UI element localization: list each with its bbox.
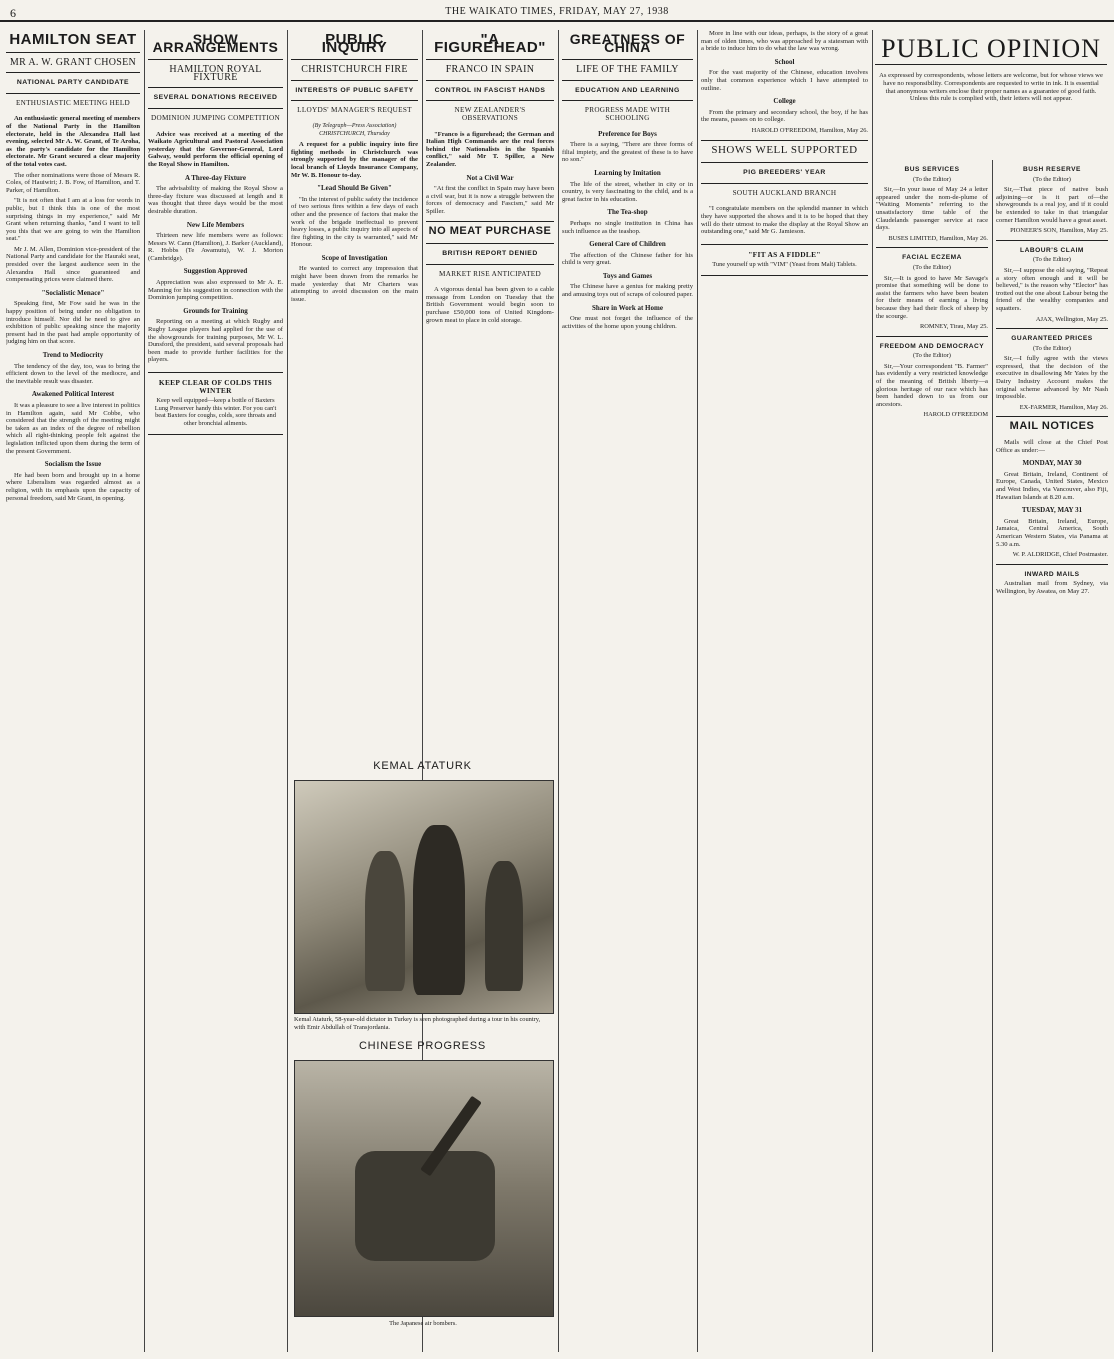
- letter-body: Sir,—I suppose the old saying, "Repeat a story often enough and it will be believed," is the reason why "Elector" has trotted out the one about Labour being the friend of the wealthy companies and squatters.: [996, 266, 1108, 312]
- article-paragraph: Mr J. M. Allen, Dominion vice-president of the National Party and candidate for the Hauraki seat, presided over the largest audience seen in the Alexandra Hall since guaranteed and compensating prices were claimed there.: [6, 245, 140, 284]
- letter-signature: EX-FARMER, Hamilton, May 26.: [1019, 403, 1108, 411]
- masthead: [0, 0, 1114, 26]
- letter-signature: W. P. ALDRIDGE, Chief Postmaster.: [1012, 551, 1108, 559]
- section-rule: [426, 221, 554, 222]
- article-paragraph: The other nominations were those of Messrs R. Coles, of Hauiwiri; J. B. Fow, of Hamilton, and T. Parker, of Hamilton.: [6, 171, 140, 194]
- article-subhead: Preference for Boys: [598, 129, 657, 138]
- article-subhead: School: [774, 57, 795, 66]
- article-headline: MAIL NOTICES: [1009, 420, 1095, 433]
- column-divider: [697, 30, 698, 1352]
- article-paragraph: Mails will close at the Chief Post Office as under:—: [996, 439, 1108, 454]
- article-subhead: New Life Members: [186, 220, 245, 229]
- article-lead: A request for a public inquiry into fire fighting methods in Christchurch was strongly supported by the manager of the local branch of Lloyds Insurance Company, Mr W. B. Honour to-day.: [291, 141, 418, 179]
- article-paragraph: Great Britain, Ireland, Europe, Jamaica, Central America, South American Western States, via Panama at 5.30 a.m.: [996, 517, 1108, 548]
- letter-body: Sir,—Your correspondent "B. Farmer" has evidently a very restricted knowledge of the meaning of British liberty—a glorious heritage of our race which has been handed down to us from our ancestors.: [876, 362, 988, 408]
- article-paragraph: "At first the conflict in Spain may have been a civil war, but it is now a struggle between the forces of democracy and Fascism," said Mr Spiller.: [426, 185, 554, 215]
- column-divider: [144, 30, 145, 1352]
- letter-body: Sir,—In your issue of May 24 a letter appeared under the nom-de-plume of "Waiting Moments" referring to the unsatisfactory time table of the Claudelands passenger service at race days.: [876, 186, 988, 232]
- article-subhead: Socialism the Issue: [44, 460, 102, 469]
- column-public-inquiry: [291, 30, 418, 750]
- article-paragraph: "In the interest of public safety the incidence of two serious fires within a few days of each other and the presence of factors that make the work of the brigade ineffectual to prevent heavy losses, a public inquiry into all aspects of fire fighting in the city is warranted," said Mr Honour.: [291, 195, 418, 249]
- letter-title: INWARD MAILS: [1024, 570, 1080, 578]
- section-rule: [996, 564, 1108, 565]
- section-rule: [996, 240, 1108, 241]
- article-paragraph: Appreciation was also expressed to Mr A. E. Manning for his suggestion in connection with the Dominion jumping competition.: [148, 279, 283, 302]
- letter-salutation: (To the Editor): [1033, 175, 1071, 183]
- article-subhead: General Care of Children: [589, 240, 666, 249]
- article-headline: NO MEAT PURCHASE: [428, 224, 552, 237]
- section-rule: [996, 328, 1108, 329]
- article-headline: SHOW ARRANGEMENTS: [152, 31, 279, 55]
- column-letters-left: [876, 160, 988, 1352]
- article-subdeck: SOUTH AUCKLAND BRANCH: [701, 183, 868, 198]
- article-deck: HAMILTON ROYAL FIXTURE: [148, 59, 283, 81]
- letter-title: BUS SERVICES: [904, 166, 960, 173]
- article-paragraph: For the vast majority of the Chinese, education involves only that common experience which I have attempted to outline.: [701, 69, 868, 92]
- article-subhead: Share in Work at Home: [592, 303, 663, 312]
- article-subdeck: NEW ZEALANDER'S OBSERVATIONS: [426, 100, 554, 122]
- masthead-title: THE WAIKATO TIMES, FRIDAY, MAY 27, 1938: [445, 6, 669, 17]
- section-rule: [701, 140, 868, 141]
- article-paragraph: One must not forget the influence of the activities of the home upon young children.: [562, 315, 693, 330]
- article-paragraph: Perhaps no single institution in China has such influence as the teashop.: [562, 219, 693, 235]
- article-lead: "Franco is a figurehead; the German and Italian High Commands are the real forces behind the Nationalists in the Spanish conflict," said Mr T. Spiller, a New Zealander.: [426, 130, 554, 168]
- letter-title: FREEDOM AND DEMOCRACY: [879, 342, 985, 350]
- column-hamilton-seat: [6, 30, 140, 1352]
- column-greatness-of-china: [562, 30, 693, 1352]
- letter-salutation: (To the Editor): [913, 263, 951, 271]
- article-paragraph: He had been born and brought up in a home where Liberalism was regarded almost as a religion, with its emphasis upon the capacity of personal freedom, said Mr Grant, in opening.: [6, 471, 140, 502]
- article-subhead: MONDAY, MAY 30: [1022, 459, 1082, 468]
- article-headline: GREATNESS OF CHINA: [569, 31, 686, 55]
- letter-body: Sir,—I fully agree with the views expressed, that the decision of the executive in disallowing Mr Yates by the Dairy Industry Account makes the original scheme advanced by Mr Nash impossible.: [996, 355, 1108, 401]
- letter-signature: HAROLD O'FREEDOM: [923, 411, 988, 419]
- letter-signature: BUSES LIMITED, Hamilton, May 26.: [888, 234, 988, 242]
- article-subdeck: EDUCATION AND LEARNING: [562, 80, 693, 95]
- article-paragraph: It was a pleasure to see a live interest in politics in Hamilton again, said Mr Cobbe, who considered that the strength of the meeting might be taken as an index of the degree of rebellion which all right-thinking people felt against the legislation inflicted upon them during the term of the present Government.: [6, 401, 140, 455]
- article-deck: LIFE OF THE FAMILY: [562, 59, 693, 74]
- letter-title: FACIAL ECZEMA: [902, 254, 962, 262]
- photo-caption: The Japanese air bombers.: [389, 1320, 457, 1327]
- article-subdeck: INTERESTS OF PUBLIC SAFETY: [291, 80, 418, 95]
- person-silhouette: [485, 861, 523, 991]
- article-paragraph: The tendency of the day, too, was to bring the efficient down to the level of the mediocre, and the inevitable result was disaster.: [6, 362, 140, 385]
- article-subhead: Suggestion Approved: [183, 267, 248, 276]
- dateline: (By Telegraph—Press Association) CHRISTCHURCH, Thursday: [312, 122, 397, 137]
- article-subdeck: MARKET RISE ANTICIPATED: [426, 264, 554, 279]
- column-divider: [558, 30, 559, 1352]
- article-lead: Advice was received at a meeting of the Waikato Agricultural and Pastoral Association yesterday that the Governor-General, Lord Galway, would perform the official opening of the Royal Show in Hamilton.: [148, 130, 283, 168]
- section-rule: [996, 416, 1108, 417]
- person-silhouette: [413, 825, 465, 995]
- article-deck: CHRISTCHURCH FIRE: [291, 59, 418, 74]
- letter-salutation: (To the Editor): [913, 175, 951, 183]
- article-subdeck: NATIONAL PARTY CANDIDATE: [6, 72, 140, 87]
- article-subhead: Toys and Games: [602, 271, 653, 280]
- article-subhead: Not a Civil War: [466, 173, 514, 182]
- article-paragraph: From the primary and secondary school, the boy, if he has the means, passes on to college.: [701, 108, 868, 124]
- article-subhead: A Three-day Fixture: [184, 173, 247, 182]
- article-paragraph: The affection of the Chinese father for his child is very great.: [562, 251, 693, 267]
- section-rule: [876, 336, 988, 337]
- advertisement: [701, 244, 868, 276]
- article-subdeck: LLOYDS' MANAGER'S REQUEST: [291, 100, 418, 115]
- article-subhead: Grounds for Training: [183, 306, 248, 315]
- article-paragraph: The Chinese have a genius for making pretty and amusing toys out of scraps of coloured paper.: [562, 283, 693, 299]
- letter-signature: HAROLD O'FREEDOM, Hamilton, May 26.: [751, 126, 868, 134]
- photo-caption: Kemal Ataturk, 58-year-old dictator in Turkey is seen photographed during a tour in his country, with Emir Abdullah of Transjordania.: [294, 1016, 541, 1031]
- section-rule: [876, 247, 988, 248]
- article-paragraph: There is a saying, "There are three forms of filial impiety, and the greatest of these is to have no son.": [562, 141, 693, 164]
- article-subhead: "Lead Should Be Given": [317, 184, 392, 193]
- article-subdeck: DOMINION JUMPING COMPETITION: [148, 108, 283, 123]
- article-subhead: TUESDAY, MAY 31: [1021, 506, 1083, 515]
- article-lead: An enthusiastic general meeting of members of the National Party in the Hamilton electorate, held in the Alexandra Hall last evening, selected Mr A. W. Grant, of Te Aroha, as the party's candidate for the Hamilton electorate. Mr Grant secured a clear majority of the total votes cast.: [6, 115, 140, 168]
- letter-salutation: (To the Editor): [1033, 344, 1071, 352]
- article-paragraph: A vigorous denial has been given to a cable message from London on Tuesday that the British Government would begin soon to purchase £50,000 tons of United Kingdom-grown meat to place in cold storage.: [426, 286, 554, 324]
- letter-title: LABOUR'S CLAIM: [1020, 246, 1084, 254]
- article-headline: "A FIGUREHEAD": [434, 31, 546, 56]
- article-deck: FRANCO IN SPAIN: [426, 59, 554, 74]
- advertisement: [148, 372, 283, 435]
- letter-salutation: (To the Editor): [1033, 256, 1071, 264]
- column-divider: [992, 160, 993, 1352]
- public-opinion-heading: PUBLIC OPINION: [875, 34, 1107, 65]
- page-number: 6: [10, 6, 17, 20]
- article-paragraph: He wanted to correct any impression that might have been drawn from the remarks he made yesterday that Mr Charters was attempting to avoid discussion on the main issue.: [291, 265, 418, 303]
- article-subdeck: PIG BREEDERS' YEAR: [701, 162, 868, 177]
- chinese-progress-photo: [294, 1060, 554, 1317]
- photo-headline: KEMAL ATATURK: [373, 760, 472, 772]
- article-subdeck: PROGRESS MADE WITH SCHOOLING: [562, 100, 693, 122]
- masthead-rule: [0, 20, 1114, 22]
- ad-body: Tune yourself up with "VIM" (Yeast from Malt) Tablets.: [712, 261, 857, 269]
- letter-signature: PIONEER'S SON, Hamilton, May 25.: [1010, 227, 1108, 235]
- article-paragraph: Reporting on a meeting at which Rugby and Rugby League players had applied for the use of the showgrounds for training purposes, Mr W. L. Dunsford, the president, said several proposals had been made to provide further facilities for the players.: [148, 318, 283, 364]
- article-subhead: College: [773, 97, 796, 106]
- article-subdeck: BRITISH REPORT DENIED: [426, 243, 554, 258]
- article-headline: PUBLIC INQUIRY: [321, 31, 388, 56]
- letter-title: GUARANTEED PRICES: [1011, 335, 1093, 343]
- column-divider: [287, 30, 288, 1352]
- article-paragraph: "I congratulate members on the splendid manner in which they have supported the shows and it is to be hoped that they will do their utmost to make the display at the Royal Show an outstanding one," said Mr G. Jamieson.: [701, 205, 868, 236]
- kemal-ataturk-photo: [294, 780, 554, 1014]
- article-subdeck: CONTROL IN FASCIST HANDS: [426, 80, 554, 95]
- article-paragraph: Great Britain, Ireland, Continent of Europe, Canada, United States, Mexico and West Indies, via Vancouver, also Fiji, Hawaiian Islands at 8.20 a.m.: [996, 470, 1108, 501]
- ad-body: Keep well equipped—keep a bottle of Baxters Lung Preserver handy this winter. For you can't beat Baxters for coughs, colds, sore throats and other bronchial ailments.: [154, 397, 277, 427]
- article-paragraph: Australian mail from Sydney, via Wellington, by Awatea, on May 27.: [996, 580, 1108, 595]
- article-paragraph: More in line with our ideas, perhaps, is the story of a great man of olden times, who was approached by a statesman with a bride to induce him to do what the law was wrong.: [701, 30, 868, 53]
- article-subhead: Awakened Political Interest: [31, 390, 115, 399]
- article-subhead: The Tea-shop: [607, 208, 648, 217]
- column-figurehead: [426, 30, 554, 750]
- article-paragraph: The advisability of making the Royal Show a three-day fixture was discussed at length and it was thought that three days would be the most desirable duration.: [148, 185, 283, 215]
- article-subhead: Learning by Imitation: [594, 168, 661, 177]
- letter-signature: AJAX, Wellington, May 25.: [1035, 315, 1108, 323]
- public-opinion-intro: As expressed by correspondents, whose letters are welcome, but for whose views we have no responsibility. Correspondents are requested to write in ink. It is essential that anonymous writers enclose their proper names as a guarantee of good faith. Unless this rule is complied with, their letters will not appear.: [879, 72, 1103, 103]
- column-show-arrangements: [148, 30, 283, 1352]
- letter-body: Sir,—That piece of native bush adjoining—or is it part of—the showgrounds is a real joy, and if it could be extended to take in that triangular corner Hamilton would have a great asset.: [996, 186, 1108, 224]
- letter-salutation: (To the Editor): [913, 352, 951, 360]
- article-deck: MR A. W. GRANT CHOSEN: [6, 52, 140, 67]
- letter-title: BUSH RESERVE: [1023, 166, 1081, 173]
- article-subhead: Trend to Mediocrity: [42, 351, 104, 359]
- article-headline: HAMILTON SEAT: [9, 31, 137, 48]
- letter-body: Sir,—It is good to have Mr Savage's promise that something will be done to assist the farmers who have been beaten for their means of earning a living because they had their flock of sheep by the scourge.: [876, 274, 988, 320]
- article-subhead: Scope of Investigation: [321, 253, 388, 262]
- letter-signature: ROMNEY, Tirau, May 25.: [919, 323, 988, 331]
- column-divider: [872, 30, 873, 1352]
- article-paragraph: Speaking first, Mr Fow said he was in the happy position of being under no obligation to introduce himself. Nor did he need to give an exhibition of public speaking since the majority present had in the past had ample opportunity of judging him on that score.: [6, 300, 140, 346]
- photo-headline: CHINESE PROGRESS: [358, 1040, 487, 1052]
- ad-title: KEEP CLEAR OF COLDS THIS WINTER: [158, 378, 273, 395]
- article-paragraph: Thirteen new life members were as follows: Messrs W. Cann (Hamilton), J. Barker (Auckland), R. Hobbs (Te Awamutu), W. J. Morton (Cambridge).: [148, 232, 283, 262]
- article-headline: SHOWS WELL SUPPORTED: [711, 143, 858, 156]
- article-paragraph: "It is not often that I am at a loss for words in public, but I think this is one of the most surprising things in my experience," said Mr Grant when returning thanks, "and I want to tell you this that we are going to win the Hamilton seat.": [6, 197, 140, 243]
- column-china-continued: [701, 30, 868, 1352]
- ad-title: "FIT AS A FIDDLE": [748, 249, 821, 259]
- article-subdeck: ENTHUSIASTIC MEETING HELD: [6, 93, 140, 108]
- person-silhouette: [365, 851, 405, 991]
- article-paragraph: The life of the street, whether in city or in country, is very fascinating to the child, and is a great factor in his education.: [562, 180, 693, 203]
- article-subdeck: SEVERAL DONATIONS RECEIVED: [148, 87, 283, 102]
- column-letters-right: [996, 160, 1108, 1352]
- article-subhead: "Socialistic Menace": [41, 288, 105, 297]
